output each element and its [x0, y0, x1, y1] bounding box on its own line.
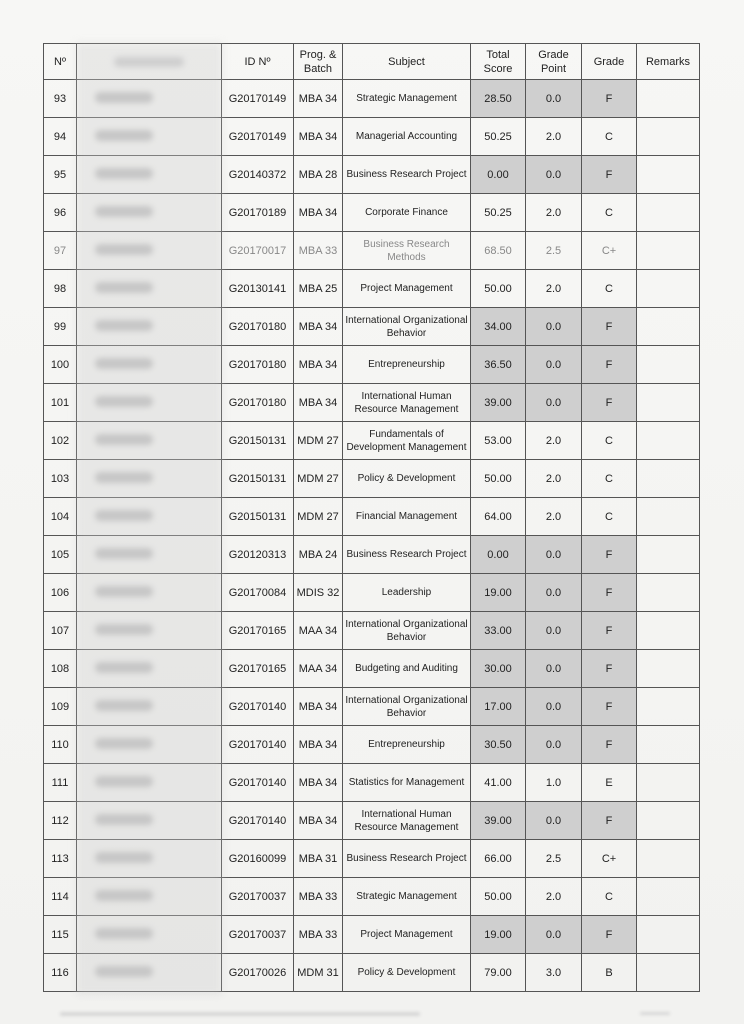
table-row — [44, 840, 700, 878]
row-name-cell-redacted — [77, 308, 222, 346]
row-prog-batch-cell: MBA 34 — [294, 80, 343, 118]
row-id-cell: G20150131 — [222, 498, 294, 536]
row-grade-point-cell: 0.0 — [526, 726, 582, 764]
row-prog-batch-cell: MBA 25 — [294, 270, 343, 308]
header-prog-line1: Prog. & — [299, 48, 337, 61]
redaction-blur — [95, 966, 153, 977]
row-subject-cell: International Human Resource Management — [343, 384, 471, 422]
redaction-blur — [95, 662, 153, 673]
row-grade-point-cell: 0.0 — [526, 916, 582, 954]
row-name-cell-redacted — [77, 650, 222, 688]
table-body — [44, 80, 700, 992]
row-total-score-cell: 28.50 — [471, 80, 526, 118]
row-name-cell-redacted — [77, 802, 222, 840]
row-name-cell-redacted — [77, 726, 222, 764]
table-row — [44, 346, 700, 384]
row-prog-batch-cell: MBA 33 — [294, 916, 343, 954]
row-grade-cell: F — [582, 384, 637, 422]
row-grade-cell: F — [582, 536, 637, 574]
row-no-cell: 113 — [44, 840, 77, 878]
row-subject-cell: Financial Management — [343, 498, 471, 536]
row-subject-cell: Policy & Development — [343, 954, 471, 992]
redaction-blur — [95, 814, 153, 825]
grades-table — [43, 43, 700, 992]
table-row — [44, 118, 700, 156]
row-grade-point-cell: 0.0 — [526, 688, 582, 726]
redaction-blur — [95, 92, 153, 103]
header-prog-batch — [294, 44, 343, 80]
row-name-cell-redacted — [77, 878, 222, 916]
row-grade-cell: C+ — [582, 232, 637, 270]
row-total-score-cell: 17.00 — [471, 688, 526, 726]
table-row — [44, 574, 700, 612]
row-grade-point-cell: 0.0 — [526, 308, 582, 346]
row-prog-batch-cell: MDM 27 — [294, 498, 343, 536]
redaction-blur — [95, 130, 153, 141]
table-row — [44, 916, 700, 954]
header-id: ID Nº — [222, 44, 294, 80]
table-row — [44, 688, 700, 726]
row-name-cell-redacted — [77, 346, 222, 384]
row-subject-cell: International Human Resource Management — [343, 802, 471, 840]
row-grade-point-cell: 0.0 — [526, 80, 582, 118]
row-remarks-cell — [637, 422, 700, 460]
row-grade-point-cell: 0.0 — [526, 536, 582, 574]
row-total-score-cell: 50.00 — [471, 878, 526, 916]
row-name-cell-redacted — [77, 460, 222, 498]
row-id-cell: G20170180 — [222, 384, 294, 422]
row-prog-batch-cell: MBA 34 — [294, 118, 343, 156]
table-row — [44, 270, 700, 308]
row-total-score-cell: 53.00 — [471, 422, 526, 460]
row-prog-batch-cell: MBA 34 — [294, 726, 343, 764]
row-prog-batch-cell: MAA 34 — [294, 612, 343, 650]
table-row — [44, 80, 700, 118]
row-name-cell-redacted — [77, 194, 222, 232]
row-no-cell: 97 — [44, 232, 77, 270]
header-prog-line2: Batch — [303, 62, 333, 75]
row-grade-cell: E — [582, 764, 637, 802]
row-name-cell-redacted — [77, 840, 222, 878]
row-total-score-cell: 79.00 — [471, 954, 526, 992]
row-subject-cell: Business Research Project — [343, 156, 471, 194]
table-row — [44, 878, 700, 916]
row-name-cell-redacted — [77, 422, 222, 460]
row-subject-cell: International Organizational Behavior — [343, 688, 471, 726]
header-score-line1: Total — [486, 48, 510, 61]
row-subject-cell: Business Research Project — [343, 840, 471, 878]
row-prog-batch-cell: MBA 34 — [294, 764, 343, 802]
row-remarks-cell — [637, 764, 700, 802]
row-grade-point-cell: 2.0 — [526, 460, 582, 498]
row-remarks-cell — [637, 650, 700, 688]
row-grade-point-cell: 2.0 — [526, 118, 582, 156]
table-row — [44, 726, 700, 764]
table-row — [44, 460, 700, 498]
row-prog-batch-cell: MAA 34 — [294, 650, 343, 688]
row-name-cell-redacted — [77, 574, 222, 612]
row-name-cell-redacted — [77, 764, 222, 802]
row-id-cell: G20130141 — [222, 270, 294, 308]
row-remarks-cell — [637, 346, 700, 384]
footer-faint-mark — [640, 1012, 670, 1015]
row-remarks-cell — [637, 460, 700, 498]
row-grade-point-cell: 0.0 — [526, 156, 582, 194]
row-grade-point-cell: 1.0 — [526, 764, 582, 802]
row-remarks-cell — [637, 688, 700, 726]
row-remarks-cell — [637, 194, 700, 232]
row-grade-cell: F — [582, 80, 637, 118]
row-prog-batch-cell: MDM 27 — [294, 422, 343, 460]
row-total-score-cell: 30.50 — [471, 726, 526, 764]
row-name-cell-redacted — [77, 612, 222, 650]
row-id-cell: G20150131 — [222, 460, 294, 498]
row-name-cell-redacted — [77, 916, 222, 954]
redaction-blur — [95, 168, 153, 179]
redaction-blur — [95, 396, 153, 407]
row-grade-cell: C — [582, 878, 637, 916]
row-name-cell-redacted — [77, 954, 222, 992]
row-no-cell: 106 — [44, 574, 77, 612]
row-remarks-cell — [637, 612, 700, 650]
row-subject-cell: Business Research Methods — [343, 232, 471, 270]
redaction-blur — [95, 320, 153, 331]
row-id-cell: G20150131 — [222, 422, 294, 460]
row-subject-cell: Policy & Development — [343, 460, 471, 498]
redaction-blur — [95, 206, 153, 217]
row-grade-point-cell: 0.0 — [526, 802, 582, 840]
row-subject-cell: Business Research Project — [343, 536, 471, 574]
row-remarks-cell — [637, 726, 700, 764]
row-grade-cell: F — [582, 156, 637, 194]
table-row — [44, 308, 700, 346]
row-no-cell: 116 — [44, 954, 77, 992]
header-name-redacted — [77, 44, 222, 80]
row-grade-cell: F — [582, 346, 637, 384]
row-id-cell: G20170140 — [222, 688, 294, 726]
row-prog-batch-cell: MDM 31 — [294, 954, 343, 992]
row-total-score-cell: 64.00 — [471, 498, 526, 536]
row-grade-point-cell: 2.0 — [526, 270, 582, 308]
row-total-score-cell: 50.25 — [471, 118, 526, 156]
row-remarks-cell — [637, 916, 700, 954]
row-grade-cell: C+ — [582, 840, 637, 878]
row-prog-batch-cell: MDM 27 — [294, 460, 343, 498]
row-subject-cell: Managerial Accounting — [343, 118, 471, 156]
row-subject-cell: Entrepreneurship — [343, 346, 471, 384]
row-total-score-cell: 36.50 — [471, 346, 526, 384]
table-row — [44, 194, 700, 232]
table-header — [44, 44, 700, 80]
row-total-score-cell: 39.00 — [471, 384, 526, 422]
row-name-cell-redacted — [77, 384, 222, 422]
row-name-cell-redacted — [77, 118, 222, 156]
row-total-score-cell: 50.00 — [471, 460, 526, 498]
row-grade-cell: F — [582, 650, 637, 688]
row-id-cell: G20170037 — [222, 878, 294, 916]
row-grade-cell: F — [582, 574, 637, 612]
row-grade-point-cell: 0.0 — [526, 346, 582, 384]
redaction-blur — [95, 738, 153, 749]
row-grade-point-cell: 0.0 — [526, 650, 582, 688]
row-id-cell: G20170189 — [222, 194, 294, 232]
row-total-score-cell: 0.00 — [471, 536, 526, 574]
redaction-blur — [95, 852, 153, 863]
row-subject-cell: Leadership — [343, 574, 471, 612]
row-total-score-cell: 39.00 — [471, 802, 526, 840]
table-row — [44, 422, 700, 460]
row-no-cell: 98 — [44, 270, 77, 308]
redaction-blur — [95, 548, 153, 559]
row-total-score-cell: 66.00 — [471, 840, 526, 878]
row-subject-cell: Budgeting and Auditing — [343, 650, 471, 688]
row-grade-point-cell: 0.0 — [526, 574, 582, 612]
table-row — [44, 650, 700, 688]
row-grade-cell: F — [582, 612, 637, 650]
redaction-blur — [95, 434, 153, 445]
row-grade-point-cell: 3.0 — [526, 954, 582, 992]
row-name-cell-redacted — [77, 270, 222, 308]
row-grade-cell: C — [582, 460, 637, 498]
redaction-blur — [95, 510, 153, 521]
row-no-cell: 114 — [44, 878, 77, 916]
row-no-cell: 101 — [44, 384, 77, 422]
row-grade-point-cell: 2.0 — [526, 498, 582, 536]
row-prog-batch-cell: MBA 24 — [294, 536, 343, 574]
row-prog-batch-cell: MBA 34 — [294, 688, 343, 726]
row-remarks-cell — [637, 802, 700, 840]
row-grade-cell: C — [582, 270, 637, 308]
row-total-score-cell: 50.00 — [471, 270, 526, 308]
row-grade-cell: C — [582, 118, 637, 156]
row-subject-cell: Corporate Finance — [343, 194, 471, 232]
row-prog-batch-cell: MBA 34 — [294, 346, 343, 384]
redaction-blur — [95, 282, 153, 293]
row-grade-cell: C — [582, 422, 637, 460]
row-no-cell: 115 — [44, 916, 77, 954]
row-grade-point-cell: 0.0 — [526, 612, 582, 650]
row-prog-batch-cell: MBA 34 — [294, 194, 343, 232]
redaction-blur — [95, 244, 153, 255]
row-no-cell: 102 — [44, 422, 77, 460]
footer-faint-text — [60, 1012, 420, 1016]
header-total-score — [471, 44, 526, 80]
row-no-cell: 96 — [44, 194, 77, 232]
row-id-cell: G20170149 — [222, 80, 294, 118]
row-total-score-cell: 19.00 — [471, 574, 526, 612]
redaction-blur — [95, 624, 153, 635]
row-id-cell: G20170037 — [222, 916, 294, 954]
header-score-line2: Score — [483, 62, 513, 75]
header-grade-point — [526, 44, 582, 80]
row-prog-batch-cell: MDIS 32 — [294, 574, 343, 612]
row-subject-cell: International Organizational Behavior — [343, 308, 471, 346]
row-prog-batch-cell: MBA 34 — [294, 802, 343, 840]
redaction-blur — [95, 776, 153, 787]
row-total-score-cell: 68.50 — [471, 232, 526, 270]
row-subject-cell: Fundamentals of Development Management — [343, 422, 471, 460]
row-remarks-cell — [637, 232, 700, 270]
row-prog-batch-cell: MBA 28 — [294, 156, 343, 194]
table-row — [44, 802, 700, 840]
row-id-cell: G20170165 — [222, 650, 294, 688]
row-remarks-cell — [637, 270, 700, 308]
row-total-score-cell: 41.00 — [471, 764, 526, 802]
row-grade-cell: F — [582, 308, 637, 346]
row-remarks-cell — [637, 536, 700, 574]
row-no-cell: 109 — [44, 688, 77, 726]
table-row — [44, 954, 700, 992]
row-name-cell-redacted — [77, 498, 222, 536]
redaction-blur — [95, 890, 153, 901]
row-name-cell-redacted — [77, 688, 222, 726]
row-remarks-cell — [637, 954, 700, 992]
row-prog-batch-cell: MBA 34 — [294, 308, 343, 346]
row-remarks-cell — [637, 384, 700, 422]
row-name-cell-redacted — [77, 156, 222, 194]
row-id-cell: G20170140 — [222, 726, 294, 764]
row-total-score-cell: 33.00 — [471, 612, 526, 650]
row-prog-batch-cell: MBA 34 — [294, 384, 343, 422]
row-grade-cell: F — [582, 688, 637, 726]
row-name-cell-redacted — [77, 536, 222, 574]
row-grade-point-cell: 2.5 — [526, 232, 582, 270]
row-grade-point-cell: 0.0 — [526, 384, 582, 422]
row-grade-cell: F — [582, 916, 637, 954]
header-remarks: Remarks — [637, 44, 700, 80]
row-id-cell: G20170026 — [222, 954, 294, 992]
row-total-score-cell: 50.25 — [471, 194, 526, 232]
table-row — [44, 384, 700, 422]
row-name-cell-redacted — [77, 232, 222, 270]
header-row — [44, 44, 700, 80]
row-name-cell-redacted — [77, 80, 222, 118]
row-subject-cell: Project Management — [343, 270, 471, 308]
row-grade-point-cell: 2.0 — [526, 194, 582, 232]
row-grade-cell: B — [582, 954, 637, 992]
row-id-cell: G20140372 — [222, 156, 294, 194]
row-remarks-cell — [637, 574, 700, 612]
redaction-blur — [114, 57, 184, 67]
row-no-cell: 99 — [44, 308, 77, 346]
row-subject-cell: Project Management — [343, 916, 471, 954]
redaction-blur — [95, 928, 153, 939]
row-remarks-cell — [637, 156, 700, 194]
row-id-cell: G20170165 — [222, 612, 294, 650]
row-subject-cell: Entrepreneurship — [343, 726, 471, 764]
table-row — [44, 612, 700, 650]
row-no-cell: 112 — [44, 802, 77, 840]
row-id-cell: G20170180 — [222, 346, 294, 384]
header-no: Nº — [44, 44, 77, 80]
header-gp-line1: Grade — [538, 48, 569, 61]
table-row — [44, 232, 700, 270]
row-prog-batch-cell: MBA 33 — [294, 232, 343, 270]
row-no-cell: 100 — [44, 346, 77, 384]
row-no-cell: 104 — [44, 498, 77, 536]
redaction-blur — [95, 358, 153, 369]
row-no-cell: 108 — [44, 650, 77, 688]
row-remarks-cell — [637, 118, 700, 156]
row-subject-cell: Strategic Management — [343, 80, 471, 118]
row-grade-cell: F — [582, 726, 637, 764]
row-no-cell: 95 — [44, 156, 77, 194]
row-no-cell: 94 — [44, 118, 77, 156]
header-gp-line2: Point — [540, 62, 567, 75]
row-remarks-cell — [637, 498, 700, 536]
row-no-cell: 107 — [44, 612, 77, 650]
row-grade-cell: F — [582, 802, 637, 840]
row-id-cell: G20170140 — [222, 764, 294, 802]
table-row — [44, 764, 700, 802]
header-grade: Grade — [582, 44, 637, 80]
row-grade-cell: C — [582, 194, 637, 232]
row-id-cell: G20120313 — [222, 536, 294, 574]
row-total-score-cell: 30.00 — [471, 650, 526, 688]
redaction-blur — [95, 472, 153, 483]
header-subject: Subject — [343, 44, 471, 80]
row-id-cell: G20170149 — [222, 118, 294, 156]
redaction-blur — [95, 700, 153, 711]
row-id-cell: G20170140 — [222, 802, 294, 840]
row-prog-batch-cell: MBA 33 — [294, 878, 343, 916]
row-remarks-cell — [637, 840, 700, 878]
row-remarks-cell — [637, 878, 700, 916]
row-grade-point-cell: 2.0 — [526, 878, 582, 916]
row-prog-batch-cell: MBA 31 — [294, 840, 343, 878]
row-subject-cell: Strategic Management — [343, 878, 471, 916]
table-row — [44, 536, 700, 574]
redaction-blur — [95, 586, 153, 597]
row-id-cell: G20170180 — [222, 308, 294, 346]
row-total-score-cell: 0.00 — [471, 156, 526, 194]
row-grade-point-cell: 2.0 — [526, 422, 582, 460]
row-subject-cell: International Organizational Behavior — [343, 612, 471, 650]
row-no-cell: 103 — [44, 460, 77, 498]
row-total-score-cell: 34.00 — [471, 308, 526, 346]
row-id-cell: G20160099 — [222, 840, 294, 878]
row-no-cell: 111 — [44, 764, 77, 802]
row-grade-point-cell: 2.5 — [526, 840, 582, 878]
row-subject-cell: Statistics for Management — [343, 764, 471, 802]
row-id-cell: G20170084 — [222, 574, 294, 612]
row-total-score-cell: 19.00 — [471, 916, 526, 954]
row-remarks-cell — [637, 80, 700, 118]
row-remarks-cell — [637, 308, 700, 346]
row-grade-cell: C — [582, 498, 637, 536]
row-no-cell: 93 — [44, 80, 77, 118]
table-row — [44, 156, 700, 194]
row-no-cell: 105 — [44, 536, 77, 574]
row-id-cell: G20170017 — [222, 232, 294, 270]
row-no-cell: 110 — [44, 726, 77, 764]
table-row — [44, 498, 700, 536]
